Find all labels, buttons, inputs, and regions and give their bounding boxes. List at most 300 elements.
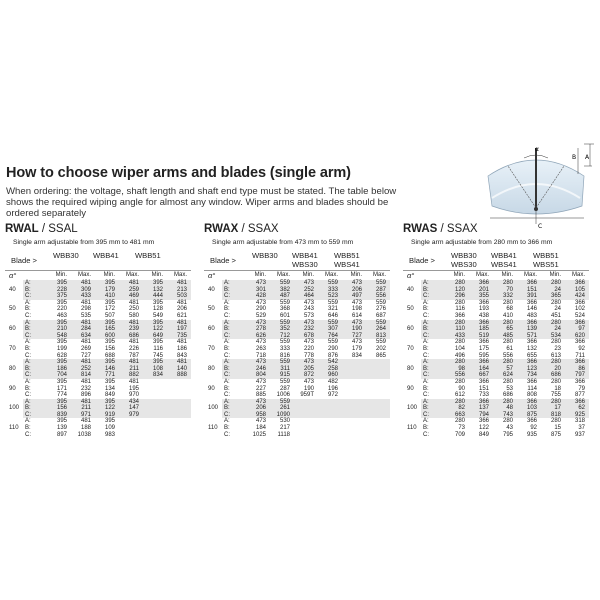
table-cell: 816 — [279, 352, 290, 359]
table-cell — [342, 372, 366, 379]
table-row — [204, 392, 390, 399]
table-cell: 983 — [104, 431, 115, 438]
dimension-label: A: — [25, 378, 31, 385]
section-title-model: RWAL — [5, 223, 39, 235]
table-cell: 280 — [445, 280, 469, 287]
table-cell: 206 — [176, 306, 187, 313]
table-cell: 395 — [56, 418, 67, 425]
table-cell — [167, 405, 191, 412]
angle-cell — [403, 293, 421, 300]
table-cell: 818 — [541, 412, 565, 419]
table-cell — [167, 418, 191, 425]
table-cell — [294, 405, 318, 412]
table-header-row — [403, 271, 589, 281]
table-row — [5, 359, 191, 366]
table-cell: 366 — [469, 280, 493, 287]
table-cell: 535 — [80, 312, 91, 319]
table-cell — [318, 405, 342, 412]
table-cell: 280 — [502, 299, 513, 306]
dimension-label: A: — [25, 299, 31, 306]
dimension-label: B: — [224, 306, 230, 313]
table-row — [403, 359, 589, 366]
table-cell: 559 — [270, 320, 294, 327]
header-spacer — [421, 271, 445, 281]
table-row — [5, 399, 191, 406]
dimension-label: B: — [423, 306, 429, 313]
table-row — [204, 359, 390, 366]
table-cell: 201 — [469, 287, 493, 294]
table-row — [5, 280, 191, 287]
angle-cell — [5, 320, 23, 327]
table-cell: 481 — [167, 320, 191, 327]
table-cell: 655 — [526, 352, 537, 359]
table-section — [5, 222, 191, 438]
table-cell: 102 — [574, 306, 585, 313]
table-cell: 473 — [294, 320, 318, 327]
table-row — [204, 379, 390, 386]
blade-name: WBB51 — [334, 251, 360, 260]
table-cell — [366, 372, 390, 379]
table-cell: 280 — [550, 299, 561, 306]
dimension-label: B: — [23, 287, 47, 294]
table-cell: 395 — [104, 299, 115, 306]
table-row — [403, 399, 589, 406]
angle-cell — [403, 313, 421, 320]
table-cell: 395 — [95, 280, 119, 287]
table-cell: 481 — [71, 320, 95, 327]
table-cell: 481 — [80, 299, 91, 306]
table-cell — [167, 425, 191, 432]
table-row — [403, 366, 589, 373]
table-cell: 481 — [128, 299, 139, 306]
table-cell: 573 — [303, 312, 314, 319]
table-cell: 205 — [294, 366, 318, 373]
angle-cell — [5, 399, 23, 406]
table-cell: 473 — [246, 280, 270, 287]
wiping-angle-table — [204, 270, 390, 438]
dimension-label: A: — [23, 359, 47, 366]
angle-cell — [403, 392, 421, 399]
table-cell: 139 — [517, 326, 541, 333]
table-cell: 556 — [445, 372, 469, 379]
table-cell: 311 — [270, 366, 294, 373]
table-cell: 395 — [47, 320, 71, 327]
alpha-header: α° — [204, 271, 222, 281]
table-cell: 559 — [327, 339, 338, 346]
table-row — [403, 392, 589, 399]
dimension-label: C: — [421, 293, 445, 300]
table-cell: 712 — [270, 333, 294, 340]
wiper-diagram — [468, 136, 598, 232]
table-row — [5, 379, 191, 386]
table-cell: 365 — [541, 293, 565, 300]
table-cell: 395 — [143, 359, 167, 366]
table-cell: 366 — [469, 399, 493, 406]
dimension-label: B: — [224, 425, 230, 432]
table-cell — [342, 399, 366, 406]
table-cell: 687 — [375, 312, 386, 319]
table-cell: 958 — [246, 412, 270, 419]
table-cell: 487 — [270, 293, 294, 300]
table-cell: 473 — [303, 299, 314, 306]
table-row — [204, 313, 390, 320]
table-cell: 90 — [458, 385, 465, 392]
table-cell: 424 — [565, 293, 589, 300]
table-cell: 559 — [270, 399, 294, 406]
table-cell: 185 — [469, 326, 493, 333]
dimension-label: A: — [23, 399, 47, 406]
blade-name: WBB41 — [93, 251, 119, 260]
table-cell: 626 — [246, 333, 270, 340]
table-cell — [366, 366, 390, 373]
table-cell: 196 — [327, 385, 338, 392]
table-cell: 804 — [246, 372, 270, 379]
blade-name: WBB41 — [491, 251, 517, 260]
table-row — [5, 320, 191, 327]
table-cell: 137 — [469, 405, 493, 412]
table-row — [204, 353, 390, 360]
table-cell: 366 — [454, 312, 465, 319]
angle-cell — [403, 399, 421, 406]
table-row — [403, 306, 589, 313]
table-cell: 649 — [143, 333, 167, 340]
table-cell: 395 — [47, 280, 71, 287]
table-cell: 188 — [80, 425, 91, 432]
table-cell: 269 — [80, 345, 91, 352]
min-header: Min. — [47, 271, 71, 281]
table-cell: 206 — [246, 405, 270, 412]
table-cell: 252 — [294, 287, 318, 294]
table-cell: 960 — [318, 372, 342, 379]
table-cell: 834 — [351, 352, 362, 359]
table-cell: 428 — [246, 293, 270, 300]
table-cell: 280 — [550, 339, 561, 346]
dimension-label: B: — [222, 326, 246, 333]
table-row — [403, 386, 589, 393]
table-cell: 534 — [541, 333, 565, 340]
table-row — [204, 399, 390, 406]
angle-cell — [403, 432, 421, 439]
table-row — [403, 425, 589, 432]
table-cell: 559 — [318, 320, 342, 327]
table-row — [403, 300, 589, 307]
blade-name-group — [252, 251, 292, 260]
dimension-label: C: — [23, 293, 47, 300]
angle-cell — [5, 418, 23, 425]
table-cell: 239 — [119, 326, 143, 333]
dimension-label: B: — [421, 366, 445, 373]
table-cell: 481 — [128, 339, 139, 346]
table-cell — [143, 392, 167, 399]
table-cell: 395 — [47, 399, 71, 406]
table-cell: 92 — [530, 425, 537, 432]
table-row — [5, 287, 191, 294]
table-cell: 92 — [578, 345, 585, 352]
table-cell: 132 — [526, 345, 537, 352]
section-subtitle: Single arm adjustable from 473 mm to 559 mm — [212, 239, 354, 246]
table-cell: 108 — [143, 366, 167, 373]
table-row — [403, 412, 589, 419]
angle-cell — [403, 359, 421, 366]
table-cell — [167, 386, 191, 393]
angle-cell — [403, 280, 421, 287]
table-cell: 98 — [445, 366, 469, 373]
table-cell: 301 — [246, 287, 270, 294]
table-cell: 263 — [255, 345, 266, 352]
table-cell: 309 — [71, 287, 95, 294]
blade-header — [5, 251, 191, 270]
table-cell: 559 — [270, 280, 294, 287]
table-row — [5, 366, 191, 373]
table-cell: 885 — [255, 392, 266, 399]
table-cell: 202 — [375, 345, 386, 352]
table-cell: 146 — [526, 306, 537, 313]
angle-cell — [204, 320, 222, 327]
blade-name: WBS51 — [533, 260, 559, 269]
dimension-label: C: — [224, 431, 230, 438]
table-cell: 280 — [445, 320, 469, 327]
blade-name-group — [334, 251, 374, 269]
table-cell: 280 — [502, 418, 513, 425]
angle-cell: 110 — [9, 425, 19, 432]
dimension-label: A: — [423, 339, 429, 346]
table-cell: 580 — [128, 312, 139, 319]
table-cell: 280 — [454, 299, 465, 306]
dimension-label: B: — [421, 326, 445, 333]
angle-cell — [5, 372, 23, 379]
table-row — [204, 280, 390, 287]
angle-cell: 70 — [9, 345, 16, 352]
header-spacer — [23, 271, 47, 281]
dimension-label: A: — [423, 299, 429, 306]
angle-cell — [204, 313, 222, 320]
table-cell: 559 — [279, 299, 290, 306]
angle-cell: 40 — [5, 287, 23, 294]
dimension-label: C: — [224, 312, 230, 319]
table-cell: 128 — [152, 306, 163, 313]
table-cell: 147 — [119, 405, 143, 412]
table-cell: 103 — [517, 405, 541, 412]
table-cell: 481 — [119, 359, 143, 366]
table-cell: 243 — [303, 306, 314, 313]
angle-cell — [204, 379, 222, 386]
table-cell: 686 — [541, 372, 565, 379]
blade-label: Blade > — [409, 256, 435, 265]
table-row — [403, 313, 589, 320]
blade-name: WBB30 — [53, 251, 79, 260]
table-cell: 198 — [351, 306, 362, 313]
table-cell: 743 — [493, 412, 517, 419]
table-cell: 226 — [128, 345, 139, 352]
dimension-label: A: — [25, 418, 31, 425]
table-row — [403, 418, 589, 425]
table-cell: 280 — [502, 378, 513, 385]
table-cell: 18 — [554, 385, 561, 392]
table-cell: 190 — [303, 385, 314, 392]
table-cell: 48 — [493, 405, 517, 412]
table-cell: 972 — [327, 392, 338, 399]
dimension-label: B: — [23, 366, 47, 373]
blade-name-group — [93, 251, 133, 260]
min-header: Min. — [246, 271, 270, 281]
dimension-label: B: — [222, 287, 246, 294]
table-cell: 366 — [478, 418, 489, 425]
dimension-label: C: — [222, 293, 246, 300]
angle-cell — [403, 353, 421, 360]
table-cell: 925 — [565, 412, 589, 419]
table-section — [403, 222, 589, 438]
table-cell: 473 — [351, 299, 362, 306]
table-cell: 307 — [318, 326, 342, 333]
table-cell — [318, 399, 342, 406]
min-header: Min. — [493, 271, 517, 281]
table-cell: 116 — [153, 345, 163, 352]
angle-cell: 90 — [9, 385, 16, 392]
table-cell: 481 — [71, 280, 95, 287]
table-cell: 37 — [578, 425, 585, 432]
table-cell: 469 — [119, 293, 143, 300]
min-header: Min. — [445, 271, 469, 281]
dimension-label: B: — [25, 345, 31, 352]
table-row — [403, 339, 589, 346]
table-cell: 814 — [71, 372, 95, 379]
table-cell — [342, 386, 366, 393]
table-cell: 171 — [56, 385, 67, 392]
table-cell: 1025 — [252, 431, 266, 438]
table-cell — [119, 425, 143, 432]
table-cell: 600 — [95, 333, 119, 340]
table-cell: 156 — [47, 405, 71, 412]
table-cell: 395 — [56, 378, 67, 385]
table-cell: 481 — [80, 418, 91, 425]
table-cell: 481 — [119, 320, 143, 327]
table-cell: 82 — [445, 405, 469, 412]
table-row — [403, 293, 589, 300]
table-cell: 227 — [255, 385, 266, 392]
table-cell: 382 — [270, 287, 294, 294]
table-cell: 734 — [517, 372, 541, 379]
table-cell: 280 — [493, 320, 517, 327]
table-cell — [143, 412, 167, 419]
section-subtitle: Single arm adjustable from 395 mm to 481 mm — [13, 239, 155, 246]
blade-label: Blade > — [11, 256, 37, 265]
angle-cell: 100 — [5, 405, 23, 412]
table-cell: 559 — [366, 280, 390, 287]
table-cell: 559 — [327, 299, 338, 306]
angle-cell — [403, 320, 421, 327]
dimension-label: C: — [423, 431, 429, 438]
dimension-label: B: — [25, 425, 31, 432]
table-cell: 727 — [342, 333, 366, 340]
table-cell: 43 — [506, 425, 513, 432]
angle-cell — [403, 339, 421, 346]
angle-cell — [5, 432, 23, 439]
table-cell — [294, 418, 318, 425]
table-cell: 122 — [95, 405, 119, 412]
table-row — [403, 280, 589, 287]
table-header-row — [204, 271, 390, 281]
section-title-alt-model: / SSAL — [38, 223, 78, 235]
angle-cell: 60 — [5, 326, 23, 333]
table-cell: 395 — [95, 320, 119, 327]
table-cell: 65 — [493, 326, 517, 333]
angle-cell: 60 — [403, 326, 421, 333]
table-cell: 519 — [469, 333, 493, 340]
table-cell: 915 — [270, 372, 294, 379]
table-cell — [366, 432, 390, 439]
angle-cell — [5, 339, 23, 346]
angle-cell — [403, 418, 421, 425]
table-cell: 482 — [327, 378, 338, 385]
dimension-label: C: — [224, 392, 230, 399]
table-cell: 865 — [375, 352, 386, 359]
table-cell: 220 — [303, 345, 314, 352]
dimension-label: A: — [222, 320, 246, 327]
table-cell — [318, 425, 342, 432]
table-row — [204, 432, 390, 439]
table-cell: 503 — [167, 293, 191, 300]
table-cell — [366, 386, 390, 393]
table-cell: 395 — [104, 378, 115, 385]
table-cell: 395 — [152, 339, 163, 346]
table-cell: 613 — [550, 352, 561, 359]
table-cell: 296 — [445, 293, 469, 300]
table-cell: 1006 — [276, 392, 290, 399]
table-cell: 473 — [303, 339, 314, 346]
table-cell — [119, 418, 143, 425]
dimension-label: B: — [423, 385, 429, 392]
table-cell: 876 — [327, 352, 338, 359]
max-header: Max. — [119, 271, 143, 281]
table-cell: 797 — [565, 372, 589, 379]
blade-name: WBS41 — [491, 260, 517, 269]
angle-cell — [403, 372, 421, 379]
section-title-model: RWAS — [403, 223, 438, 235]
table-cell: 507 — [104, 312, 115, 319]
dimension-label: B: — [222, 366, 246, 373]
table-cell — [318, 418, 342, 425]
alpha-header: α° — [5, 271, 23, 281]
table-cell: 57 — [493, 366, 517, 373]
table-cell: 849 — [478, 431, 489, 438]
table-cell: 252 — [71, 366, 95, 373]
table-cell: 481 — [176, 299, 187, 306]
table-cell: 280 — [541, 359, 565, 366]
blade-name: WBB30 — [451, 251, 477, 260]
table-cell: 284 — [71, 326, 95, 333]
table-row — [204, 346, 390, 353]
table-cell: 280 — [541, 320, 565, 327]
table-cell: 395 — [152, 299, 163, 306]
table-cell — [143, 418, 167, 425]
table-cell: 146 — [95, 366, 119, 373]
table-cell: 473 — [342, 280, 366, 287]
table-cell — [366, 405, 390, 412]
table-row — [204, 425, 390, 432]
angle-cell: 50 — [407, 306, 414, 313]
diagram-label-b: B — [572, 154, 577, 161]
table-cell: 686 — [502, 392, 513, 399]
table-cell: 496 — [454, 352, 465, 359]
table-cell: 473 — [246, 320, 270, 327]
table-cell: 276 — [375, 306, 386, 313]
table-cell: 523 — [318, 293, 342, 300]
diagram-label-a: A — [585, 154, 590, 161]
blade-name: WBB51 — [135, 251, 161, 260]
angle-cell: 50 — [208, 306, 215, 313]
table-row — [204, 287, 390, 294]
angle-cell — [204, 280, 222, 287]
